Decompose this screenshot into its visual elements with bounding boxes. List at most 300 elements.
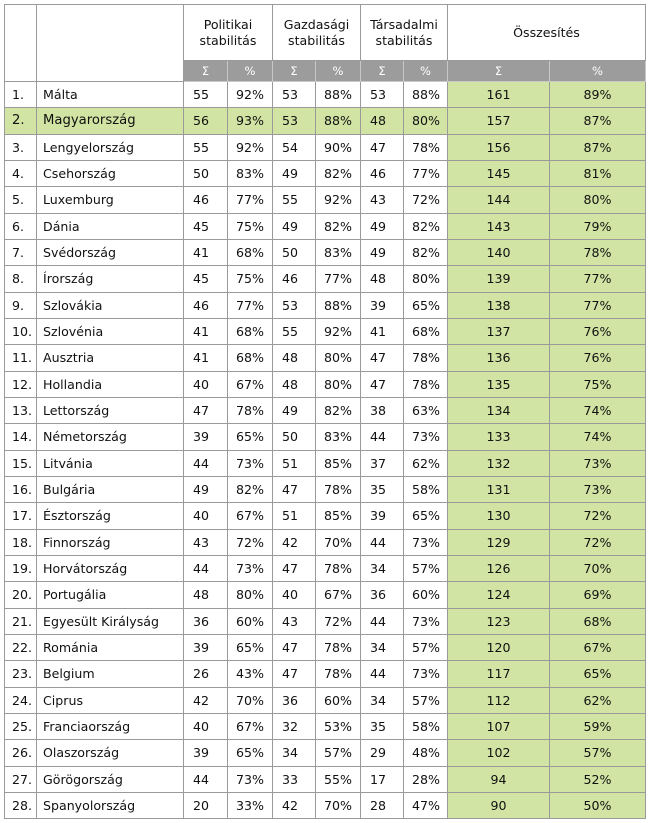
political-sum-cell: 48 xyxy=(184,582,228,608)
rank-cell: 22. xyxy=(5,634,37,660)
total-percent-cell: 70% xyxy=(550,555,646,581)
social-sum-cell: 39 xyxy=(361,503,404,529)
rank-cell: 19. xyxy=(5,555,37,581)
economic-percent-header: % xyxy=(316,61,361,82)
table-row xyxy=(5,450,646,476)
social-sum-cell: 48 xyxy=(361,266,404,292)
economic-sum-cell: 47 xyxy=(273,661,316,687)
political-percent-cell: 43% xyxy=(228,661,273,687)
total-percent-cell: 77% xyxy=(550,292,646,318)
total-sum-cell: 117 xyxy=(448,661,550,687)
political-sum-cell: 26 xyxy=(184,661,228,687)
political-percent-cell: 70% xyxy=(228,687,273,713)
country-cell: Írország xyxy=(37,266,184,292)
economic-sum-cell: 50 xyxy=(273,239,316,265)
total-percent-cell: 73% xyxy=(550,450,646,476)
social-percent-cell: 78% xyxy=(404,371,448,397)
country-cell: Litvánia xyxy=(37,450,184,476)
economic-percent-cell: 82% xyxy=(316,160,361,186)
table-row xyxy=(5,661,646,687)
table-body xyxy=(5,82,646,819)
political-percent-cell: 67% xyxy=(228,503,273,529)
social-sum-cell: 34 xyxy=(361,687,404,713)
total-sum-cell: 156 xyxy=(448,134,550,160)
country-cell: Szlovákia xyxy=(37,292,184,318)
political-sum-cell: 46 xyxy=(184,292,228,318)
country-cell: Portugália xyxy=(37,582,184,608)
social-percent-cell: 82% xyxy=(404,213,448,239)
total-percent-cell: 75% xyxy=(550,371,646,397)
social-percent-cell: 58% xyxy=(404,713,448,739)
social-sum-cell: 43 xyxy=(361,187,404,213)
economic-sum-cell: 42 xyxy=(273,529,316,555)
total-sum-cell: 140 xyxy=(448,239,550,265)
rank-cell: 24. xyxy=(5,687,37,713)
rank-cell: 13. xyxy=(5,397,37,423)
country-cell: Görögország xyxy=(37,766,184,792)
political-sum-cell: 39 xyxy=(184,634,228,660)
table-row xyxy=(5,160,646,186)
economic-sum-cell: 49 xyxy=(273,397,316,423)
political-sum-cell: 36 xyxy=(184,608,228,634)
total-sigma-header: Σ xyxy=(448,61,550,82)
total-percent-cell: 81% xyxy=(550,160,646,186)
social-percent-cell: 80% xyxy=(404,108,448,134)
country-cell: Lettország xyxy=(37,397,184,423)
political-percent-cell: 68% xyxy=(228,318,273,344)
total-percent-cell: 76% xyxy=(550,345,646,371)
country-cell: Ciprus xyxy=(37,687,184,713)
total-percent-cell: 77% xyxy=(550,266,646,292)
political-sum-cell: 40 xyxy=(184,713,228,739)
table-row xyxy=(5,792,646,818)
country-cell: Franciaország xyxy=(37,713,184,739)
total-sum-cell: 139 xyxy=(448,266,550,292)
total-sum-cell: 120 xyxy=(448,634,550,660)
total-sum-cell: 132 xyxy=(448,450,550,476)
social-sum-cell: 17 xyxy=(361,766,404,792)
political-sum-cell: 41 xyxy=(184,239,228,265)
social-percent-cell: 58% xyxy=(404,476,448,502)
total-percent-cell: 72% xyxy=(550,503,646,529)
table-row xyxy=(5,687,646,713)
social-percent-cell: 73% xyxy=(404,608,448,634)
country-cell: Olaszország xyxy=(37,740,184,766)
rank-cell: 1. xyxy=(5,82,37,108)
social-percent-cell: 65% xyxy=(404,292,448,318)
table-row xyxy=(5,397,646,423)
political-sum-cell: 56 xyxy=(184,108,228,134)
total-percent-header: % xyxy=(550,61,646,82)
social-percent-cell: 73% xyxy=(404,529,448,555)
stability-ranking-table xyxy=(4,4,646,819)
social-sum-cell: 47 xyxy=(361,345,404,371)
rank-cell: 16. xyxy=(5,476,37,502)
political-sum-cell: 55 xyxy=(184,134,228,160)
social-sum-cell: 47 xyxy=(361,134,404,160)
political-sum-cell: 20 xyxy=(184,792,228,818)
total-sum-cell: 134 xyxy=(448,397,550,423)
total-percent-cell: 68% xyxy=(550,608,646,634)
social-stability-header: Társadalmi stabilitás xyxy=(361,5,448,61)
social-sum-cell: 44 xyxy=(361,529,404,555)
social-percent-cell: 48% xyxy=(404,740,448,766)
economic-sum-cell: 34 xyxy=(273,740,316,766)
social-percent-cell: 62% xyxy=(404,450,448,476)
total-percent-cell: 62% xyxy=(550,687,646,713)
political-sum-cell: 39 xyxy=(184,740,228,766)
rank-cell: 5. xyxy=(5,187,37,213)
table-row xyxy=(5,740,646,766)
economic-sum-cell: 43 xyxy=(273,608,316,634)
social-sum-cell: 28 xyxy=(361,792,404,818)
social-sum-cell: 29 xyxy=(361,740,404,766)
economic-percent-cell: 82% xyxy=(316,397,361,423)
total-sum-cell: 124 xyxy=(448,582,550,608)
economic-percent-cell: 85% xyxy=(316,503,361,529)
social-sum-cell: 35 xyxy=(361,713,404,739)
political-percent-cell: 72% xyxy=(228,529,273,555)
economic-sum-cell: 49 xyxy=(273,213,316,239)
social-percent-cell: 73% xyxy=(404,661,448,687)
political-sum-cell: 44 xyxy=(184,450,228,476)
political-percent-cell: 77% xyxy=(228,187,273,213)
total-sum-cell: 107 xyxy=(448,713,550,739)
total-sum-cell: 137 xyxy=(448,318,550,344)
social-sum-cell: 34 xyxy=(361,634,404,660)
political-sum-cell: 43 xyxy=(184,529,228,555)
economic-sum-cell: 40 xyxy=(273,582,316,608)
economic-percent-cell: 57% xyxy=(316,740,361,766)
total-sum-cell: 161 xyxy=(448,82,550,108)
total-sum-cell: 143 xyxy=(448,213,550,239)
political-percent-cell: 65% xyxy=(228,740,273,766)
country-cell: Magyarország xyxy=(37,108,184,134)
economic-sigma-header: Σ xyxy=(273,61,316,82)
rank-cell: 15. xyxy=(5,450,37,476)
social-percent-cell: 57% xyxy=(404,687,448,713)
social-percent-cell: 28% xyxy=(404,766,448,792)
political-percent-cell: 67% xyxy=(228,371,273,397)
social-sum-cell: 53 xyxy=(361,82,404,108)
political-percent-cell: 73% xyxy=(228,450,273,476)
rank-cell: 10. xyxy=(5,318,37,344)
total-percent-cell: 74% xyxy=(550,424,646,450)
table-row xyxy=(5,608,646,634)
total-percent-cell: 79% xyxy=(550,213,646,239)
economic-sum-cell: 32 xyxy=(273,713,316,739)
economic-sum-cell: 53 xyxy=(273,82,316,108)
total-percent-cell: 69% xyxy=(550,582,646,608)
total-sum-cell: 94 xyxy=(448,766,550,792)
economic-sum-cell: 50 xyxy=(273,424,316,450)
political-percent-cell: 73% xyxy=(228,555,273,581)
economic-percent-cell: 70% xyxy=(316,792,361,818)
political-sum-cell: 45 xyxy=(184,266,228,292)
economic-percent-cell: 67% xyxy=(316,582,361,608)
total-percent-cell: 72% xyxy=(550,529,646,555)
rank-cell: 2. xyxy=(5,108,37,134)
rank-cell: 27. xyxy=(5,766,37,792)
country-cell: Csehország xyxy=(37,160,184,186)
total-sum-cell: 130 xyxy=(448,503,550,529)
political-percent-cell: 60% xyxy=(228,608,273,634)
political-percent-cell: 83% xyxy=(228,160,273,186)
political-sum-cell: 44 xyxy=(184,555,228,581)
political-sigma-header: Σ xyxy=(184,61,228,82)
total-sum-cell: 123 xyxy=(448,608,550,634)
table-row xyxy=(5,213,646,239)
economic-percent-cell: 78% xyxy=(316,555,361,581)
political-sum-cell: 41 xyxy=(184,345,228,371)
rank-cell: 17. xyxy=(5,503,37,529)
social-percent-header: % xyxy=(404,61,448,82)
economic-percent-cell: 92% xyxy=(316,318,361,344)
social-sum-cell: 47 xyxy=(361,371,404,397)
rank-cell: 18. xyxy=(5,529,37,555)
political-sum-cell: 50 xyxy=(184,160,228,186)
economic-sum-cell: 33 xyxy=(273,766,316,792)
economic-sum-cell: 51 xyxy=(273,450,316,476)
total-percent-cell: 67% xyxy=(550,634,646,660)
social-percent-cell: 73% xyxy=(404,424,448,450)
economic-sum-cell: 46 xyxy=(273,266,316,292)
social-sum-cell: 37 xyxy=(361,450,404,476)
political-sum-cell: 39 xyxy=(184,424,228,450)
rank-cell: 3. xyxy=(5,134,37,160)
economic-percent-cell: 85% xyxy=(316,450,361,476)
total-percent-cell: 59% xyxy=(550,713,646,739)
rank-cell: 7. xyxy=(5,239,37,265)
political-percent-cell: 65% xyxy=(228,424,273,450)
total-sum-cell: 112 xyxy=(448,687,550,713)
table-row xyxy=(5,187,646,213)
social-sum-cell: 44 xyxy=(361,424,404,450)
economic-sum-cell: 53 xyxy=(273,108,316,134)
country-cell: Egyesült Királyság xyxy=(37,608,184,634)
rank-cell: 12. xyxy=(5,371,37,397)
social-percent-cell: 77% xyxy=(404,160,448,186)
rank-cell: 9. xyxy=(5,292,37,318)
political-percent-cell: 65% xyxy=(228,634,273,660)
social-percent-cell: 60% xyxy=(404,582,448,608)
country-cell: Lengyelország xyxy=(37,134,184,160)
economic-percent-cell: 55% xyxy=(316,766,361,792)
header-row xyxy=(5,5,646,61)
country-cell: Horvátország xyxy=(37,555,184,581)
country-cell: Hollandia xyxy=(37,371,184,397)
social-percent-cell: 57% xyxy=(404,555,448,581)
total-sum-cell: 138 xyxy=(448,292,550,318)
total-sum-cell: 129 xyxy=(448,529,550,555)
political-stability-header: Politikai stabilitás xyxy=(184,5,273,61)
total-sum-cell: 133 xyxy=(448,424,550,450)
total-percent-cell: 87% xyxy=(550,108,646,134)
political-percent-cell: 80% xyxy=(228,582,273,608)
economic-percent-cell: 80% xyxy=(316,345,361,371)
political-sum-cell: 47 xyxy=(184,397,228,423)
economic-sum-cell: 48 xyxy=(273,345,316,371)
total-percent-cell: 89% xyxy=(550,82,646,108)
social-percent-cell: 65% xyxy=(404,503,448,529)
country-cell: Spanyolország xyxy=(37,792,184,818)
political-percent-cell: 78% xyxy=(228,397,273,423)
country-cell: Észtország xyxy=(37,503,184,529)
total-sum-cell: 102 xyxy=(448,740,550,766)
economic-sum-cell: 54 xyxy=(273,134,316,160)
political-percent-cell: 92% xyxy=(228,134,273,160)
economic-percent-cell: 83% xyxy=(316,424,361,450)
social-sum-cell: 44 xyxy=(361,661,404,687)
economic-sum-cell: 55 xyxy=(273,187,316,213)
economic-sum-cell: 42 xyxy=(273,792,316,818)
total-sum-cell: 131 xyxy=(448,476,550,502)
social-percent-cell: 78% xyxy=(404,345,448,371)
political-percent-cell: 33% xyxy=(228,792,273,818)
economic-sum-cell: 48 xyxy=(273,371,316,397)
rank-cell: 23. xyxy=(5,661,37,687)
social-sum-cell: 36 xyxy=(361,582,404,608)
table-row xyxy=(5,266,646,292)
political-percent-cell: 75% xyxy=(228,266,273,292)
political-percent-cell: 68% xyxy=(228,239,273,265)
social-sum-cell: 34 xyxy=(361,555,404,581)
economic-sum-cell: 53 xyxy=(273,292,316,318)
political-percent-cell: 93% xyxy=(228,108,273,134)
economic-percent-cell: 53% xyxy=(316,713,361,739)
political-percent-cell: 77% xyxy=(228,292,273,318)
political-percent-cell: 68% xyxy=(228,345,273,371)
table-row xyxy=(5,134,646,160)
economic-percent-cell: 90% xyxy=(316,134,361,160)
social-percent-cell: 47% xyxy=(404,792,448,818)
social-sum-cell: 44 xyxy=(361,608,404,634)
rank-cell: 20. xyxy=(5,582,37,608)
political-sum-cell: 55 xyxy=(184,82,228,108)
social-sum-cell: 48 xyxy=(361,108,404,134)
country-header-cell xyxy=(37,5,184,82)
political-sum-cell: 46 xyxy=(184,187,228,213)
economic-percent-cell: 78% xyxy=(316,634,361,660)
country-cell: Dánia xyxy=(37,213,184,239)
political-percent-header: % xyxy=(228,61,273,82)
economic-percent-cell: 88% xyxy=(316,292,361,318)
rank-cell: 26. xyxy=(5,740,37,766)
social-sum-cell: 49 xyxy=(361,213,404,239)
table-row xyxy=(5,503,646,529)
country-cell: Románia xyxy=(37,634,184,660)
social-sum-cell: 46 xyxy=(361,160,404,186)
country-cell: Luxemburg xyxy=(37,187,184,213)
political-sum-cell: 42 xyxy=(184,687,228,713)
economic-sum-cell: 51 xyxy=(273,503,316,529)
political-percent-cell: 73% xyxy=(228,766,273,792)
total-percent-cell: 57% xyxy=(550,740,646,766)
table-row xyxy=(5,318,646,344)
social-sum-cell: 35 xyxy=(361,476,404,502)
economic-percent-cell: 72% xyxy=(316,608,361,634)
table-row xyxy=(5,345,646,371)
economic-stability-header: Gazdasági stabilitás xyxy=(273,5,361,61)
economic-sum-cell: 49 xyxy=(273,160,316,186)
country-cell: Ausztria xyxy=(37,345,184,371)
economic-percent-cell: 82% xyxy=(316,213,361,239)
economic-sum-cell: 47 xyxy=(273,634,316,660)
total-percent-cell: 87% xyxy=(550,134,646,160)
total-sum-cell: 145 xyxy=(448,160,550,186)
total-percent-cell: 74% xyxy=(550,397,646,423)
table-row xyxy=(5,82,646,108)
social-percent-cell: 78% xyxy=(404,134,448,160)
rank-cell: 4. xyxy=(5,160,37,186)
economic-percent-cell: 78% xyxy=(316,661,361,687)
country-cell: Finnország xyxy=(37,529,184,555)
total-sum-cell: 157 xyxy=(448,108,550,134)
political-percent-cell: 82% xyxy=(228,476,273,502)
economic-percent-cell: 83% xyxy=(316,239,361,265)
rank-cell: 21. xyxy=(5,608,37,634)
rank-header-cell xyxy=(5,5,37,82)
table-row xyxy=(5,292,646,318)
social-sum-cell: 39 xyxy=(361,292,404,318)
political-sum-cell: 41 xyxy=(184,318,228,344)
total-sum-cell: 90 xyxy=(448,792,550,818)
total-sum-cell: 136 xyxy=(448,345,550,371)
social-percent-cell: 88% xyxy=(404,82,448,108)
country-cell: Szlovénia xyxy=(37,318,184,344)
country-cell: Svédország xyxy=(37,239,184,265)
rank-cell: 28. xyxy=(5,792,37,818)
economic-percent-cell: 60% xyxy=(316,687,361,713)
political-sum-cell: 49 xyxy=(184,476,228,502)
political-percent-cell: 92% xyxy=(228,82,273,108)
total-percent-cell: 65% xyxy=(550,661,646,687)
social-sum-cell: 49 xyxy=(361,239,404,265)
social-sum-cell: 41 xyxy=(361,318,404,344)
social-percent-cell: 57% xyxy=(404,634,448,660)
country-cell: Bulgária xyxy=(37,476,184,502)
economic-percent-cell: 88% xyxy=(316,82,361,108)
political-sum-cell: 45 xyxy=(184,213,228,239)
total-percent-cell: 52% xyxy=(550,766,646,792)
rank-cell: 6. xyxy=(5,213,37,239)
rank-cell: 8. xyxy=(5,266,37,292)
table-row xyxy=(5,108,646,134)
table-row xyxy=(5,555,646,581)
rank-cell: 14. xyxy=(5,424,37,450)
social-percent-cell: 80% xyxy=(404,266,448,292)
country-cell: Németország xyxy=(37,424,184,450)
total-sum-cell: 135 xyxy=(448,371,550,397)
economic-percent-cell: 88% xyxy=(316,108,361,134)
political-sum-cell: 40 xyxy=(184,503,228,529)
economic-sum-cell: 36 xyxy=(273,687,316,713)
economic-percent-cell: 80% xyxy=(316,371,361,397)
social-sigma-header: Σ xyxy=(361,61,404,82)
political-percent-cell: 67% xyxy=(228,713,273,739)
economic-sum-cell: 47 xyxy=(273,476,316,502)
economic-percent-cell: 92% xyxy=(316,187,361,213)
political-sum-cell: 44 xyxy=(184,766,228,792)
political-percent-cell: 75% xyxy=(228,213,273,239)
country-cell: Belgium xyxy=(37,661,184,687)
social-percent-cell: 68% xyxy=(404,318,448,344)
rank-cell: 25. xyxy=(5,713,37,739)
table-row xyxy=(5,476,646,502)
table-row xyxy=(5,713,646,739)
economic-sum-cell: 47 xyxy=(273,555,316,581)
total-percent-cell: 78% xyxy=(550,239,646,265)
